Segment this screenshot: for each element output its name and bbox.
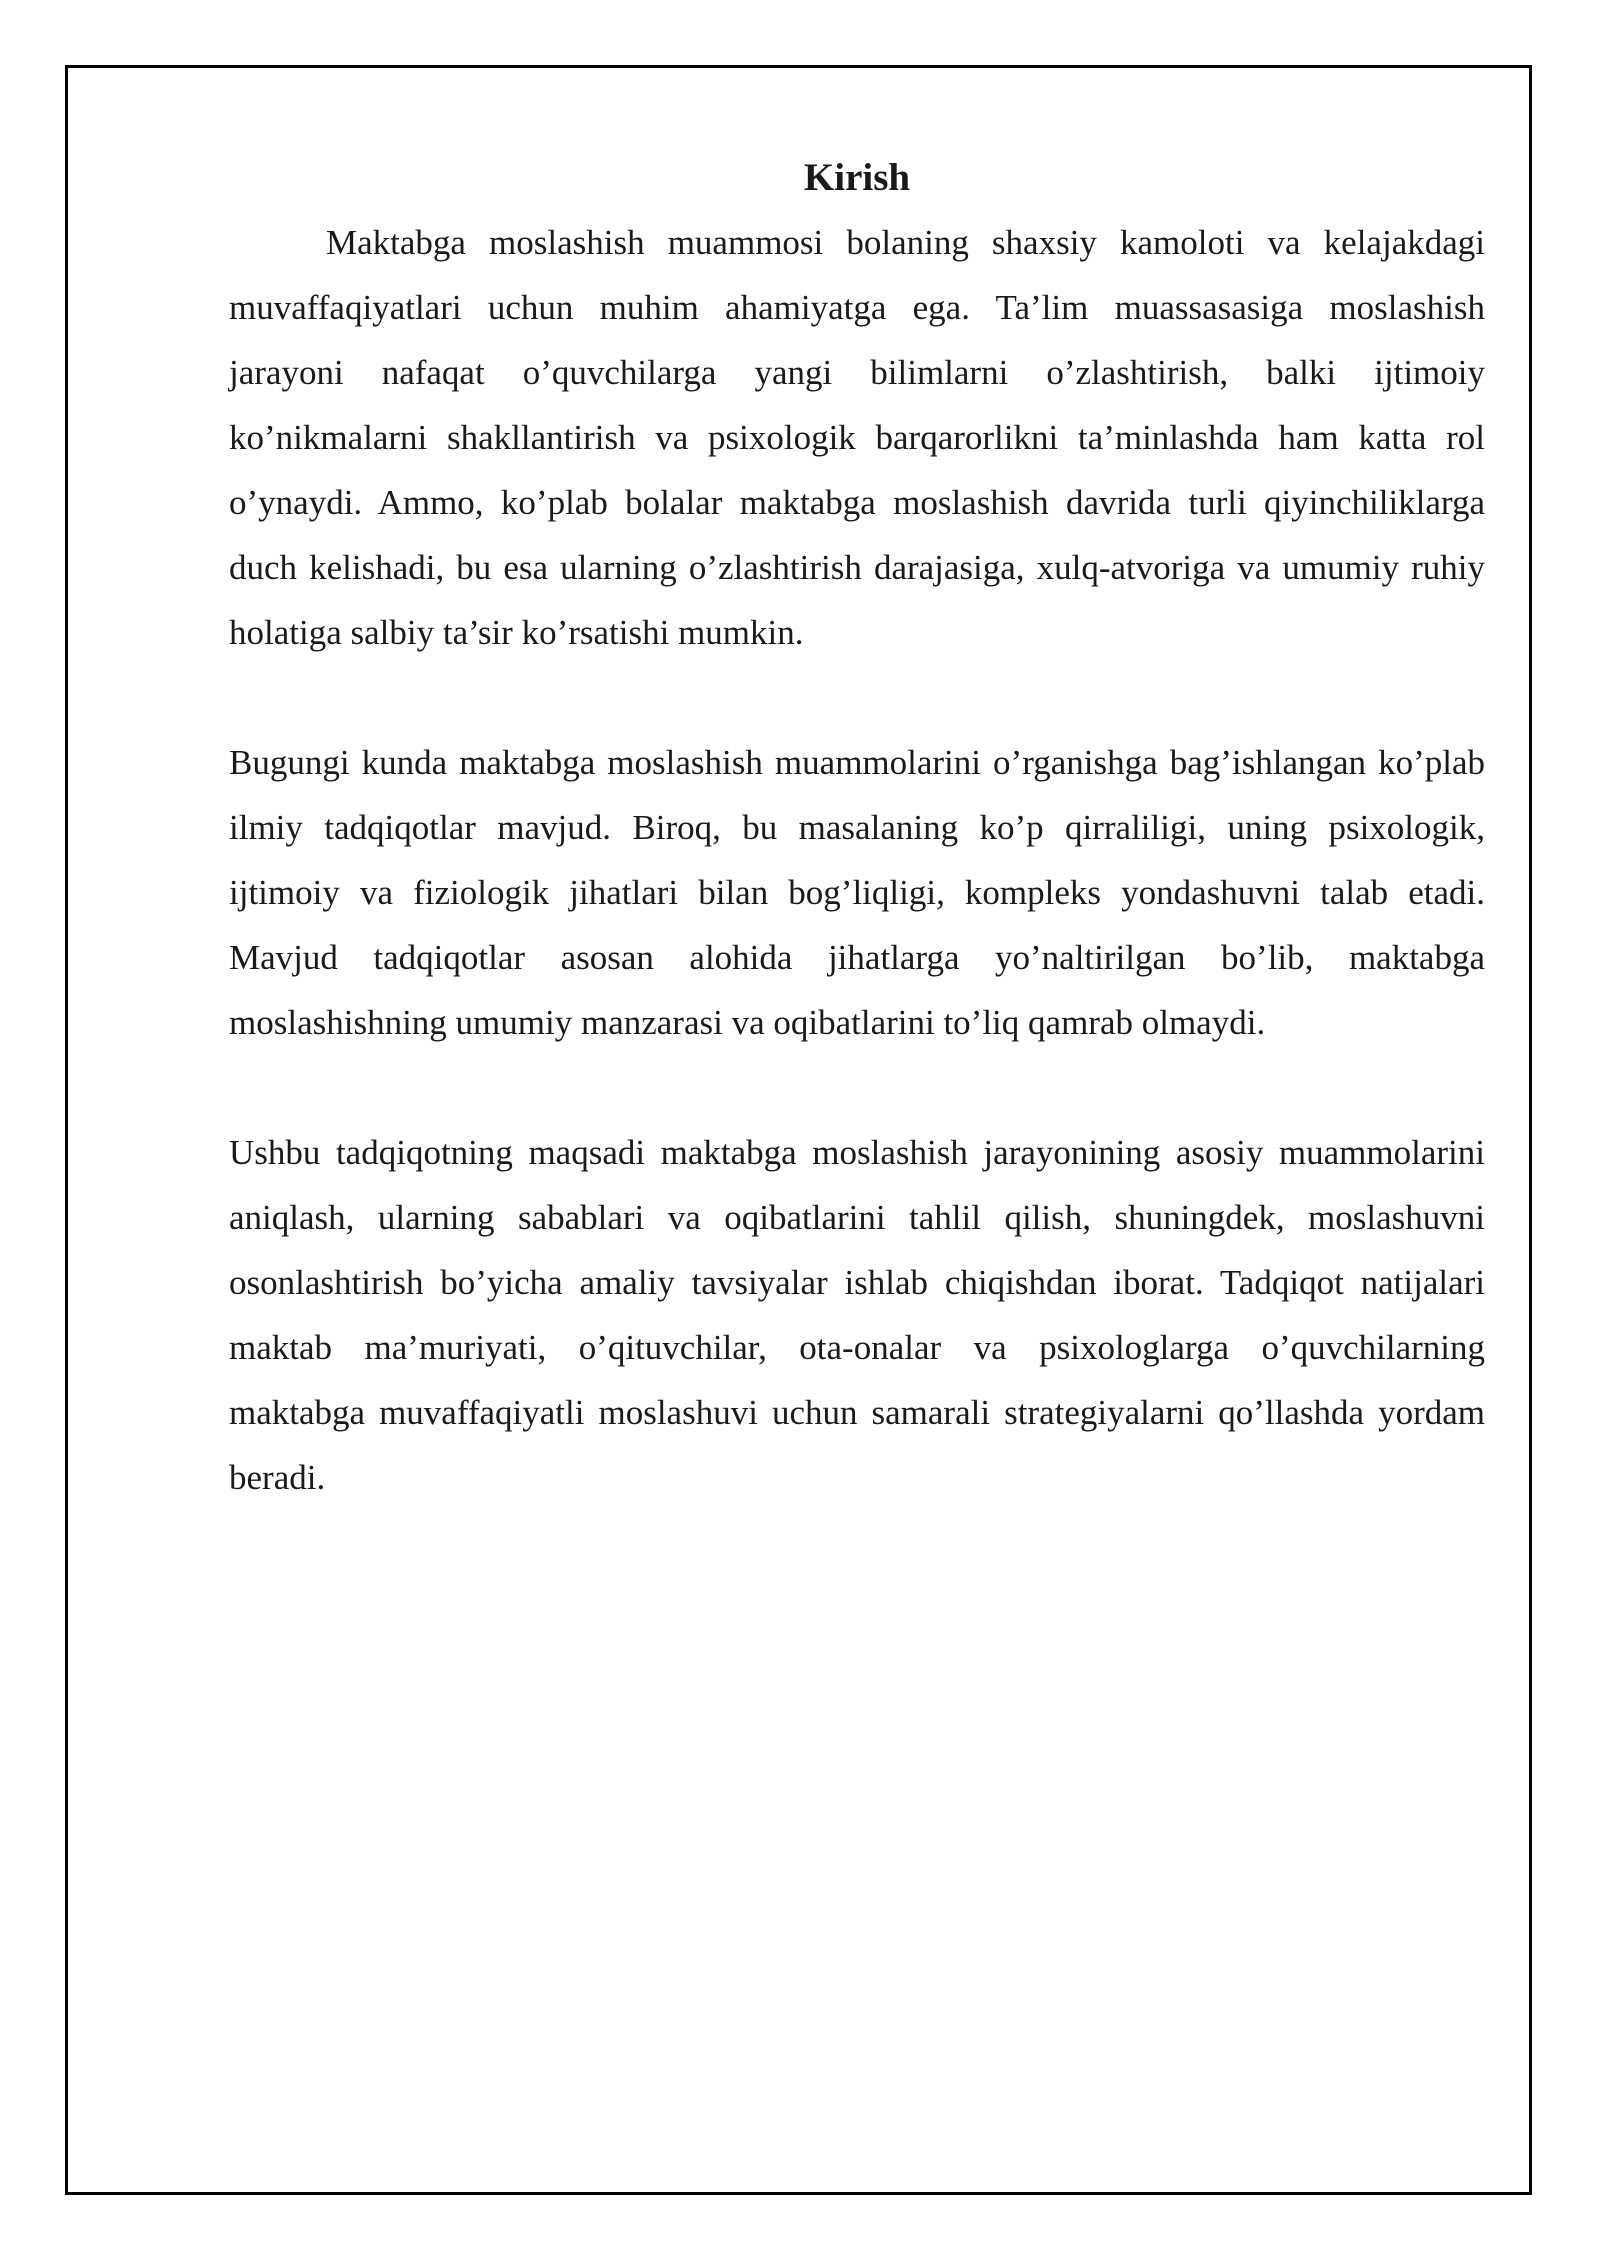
page-title: Kirish: [803, 156, 911, 199]
document-body: [229, 145, 1485, 1510]
paragraph-spacer: [229, 665, 1485, 730]
paragraph-spacer: [229, 1055, 1485, 1120]
paragraph-research-goal: Ushbu tadqiqotning maqsadi maktabga moslashish jarayonining asosiy muammolarini aniqlash, ularning sabablari va oqibatlarini tahlil qilish, shuningdek, moslashuvni osonlashtirish bo’yicha amaliy tavsiyalar ishlab chiqishdan iborat. Tadqiqot natijalari maktab ma’muriyati, o’qituvchilar, ota-onalar va psixologlarga o’quvchilarning maktabga muvaffaqiyatli moslashuvi uchun samarali strategiyalarni qo’llashda yordam beradi.: [229, 1133, 1485, 1497]
paragraph-intro: Maktabga moslashish muammosi bolaning shaxsiy kamoloti va kelajakdagi muvaffaqiyatlari uchun muhim ahamiyatga ega. Ta’lim muassasasiga moslashish jarayoni nafaqat o’quvchilarga yangi bilimlarni o’zlashtirish, balki ijtimoiy ko’nikmalarni shakllantirish va psixologik barqarorlikni ta’minlashda ham katta rol o’ynaydi. Ammo, ko’plab bolalar maktabga moslashish davrida turli qiyinchiliklarga duch kelishadi, bu esa ularning o’zlashtirish darajasiga, xulq-atvoriga va umumiy ruhiy holatiga salbiy ta’sir ko’rsatishi mumkin.: [229, 223, 1485, 652]
paragraph-research-state: Bugungi kunda maktabga moslashish muammolarini o’rganishga bag’ishlangan ko’plab ilmiy tadqiqotlar mavjud. Biroq, bu masalaning ko’p qirraliligi, uning psixologik, ijtimoiy va fiziologik jihatlari bilan bog’liqligi, kompleks yondashuvni talab etadi. Mavjud tadqiqotlar asosan alohida jihatlarga yo’naltirilgan bo’lib, maktabga moslashishning umumiy manzarasi va oqibatlarini to’liq qamrab olmaydi.: [229, 743, 1485, 1042]
